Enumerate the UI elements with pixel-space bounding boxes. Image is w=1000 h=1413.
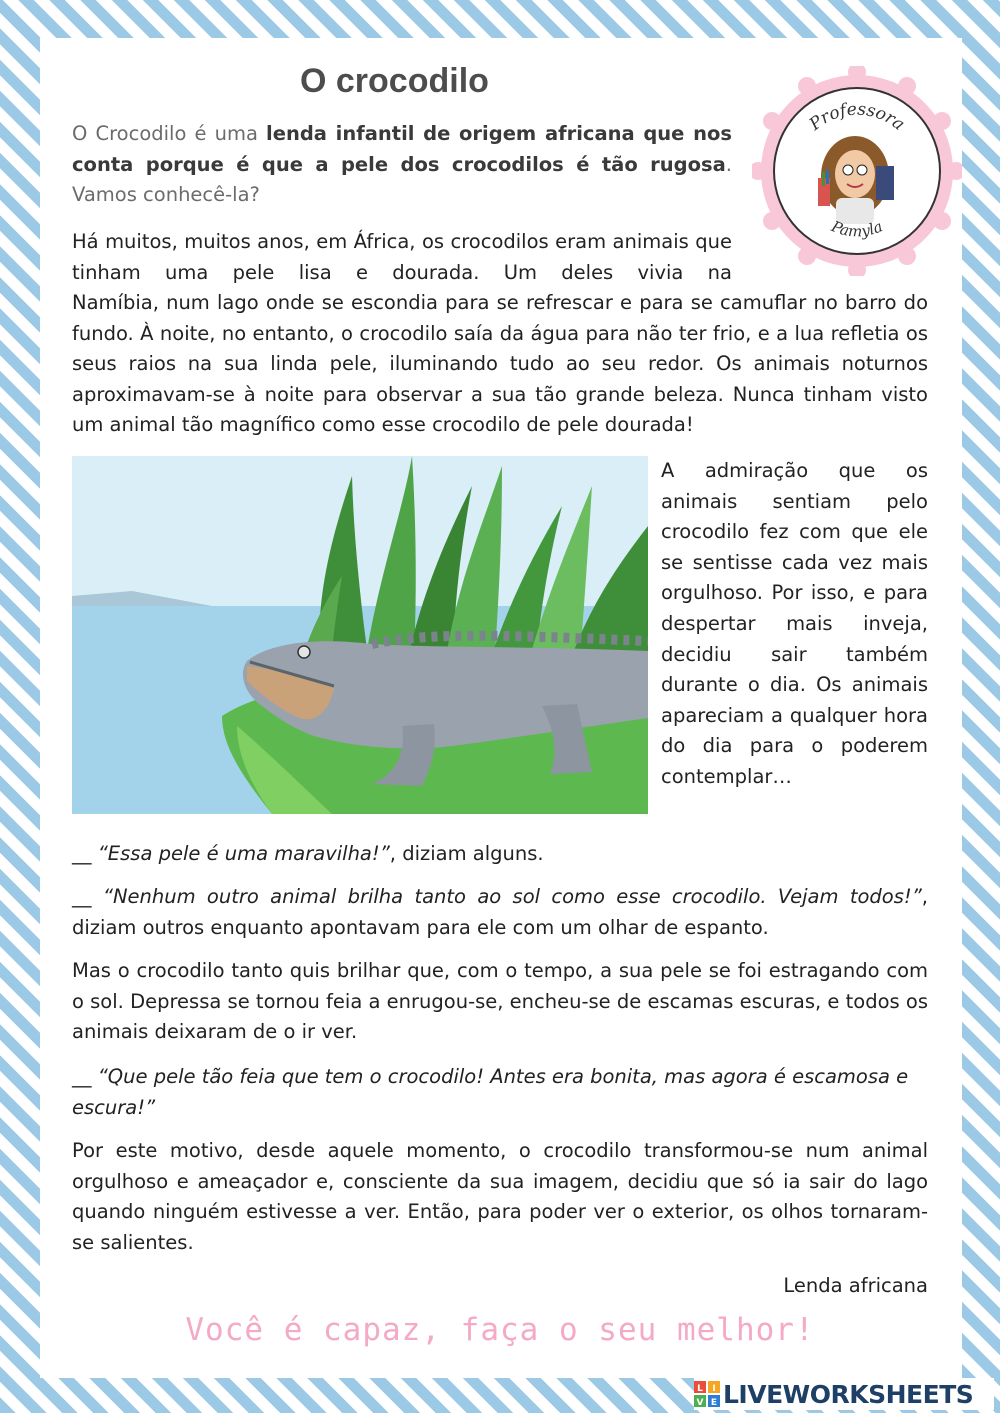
dialogue-line-2: __ “Nenhum outro animal brilha tanto ao sol como esse crocodilo. Vejam todos!”, diziam outros enquanto apontavam para ele com um olhar de espanto. xyxy=(72,885,928,939)
crocodile-illustration xyxy=(72,456,648,814)
dialogue-line-1: __ “Essa pele é uma maravilha!”, diziam alguns. xyxy=(72,842,544,865)
teacher-badge xyxy=(752,66,962,276)
source-credit: Lenda africana xyxy=(783,1274,928,1297)
liveworksheets-icon xyxy=(694,1381,720,1407)
dialogue-line-3: __ “Que pele tão feia que tem o crocodilo! Antes era bonita, mas agora é escamosa e escura!” xyxy=(72,1065,909,1119)
svg-text:L: L xyxy=(697,1384,703,1394)
liveworksheets-logo[interactable] xyxy=(694,1378,994,1410)
motivational-motto: Você é capaz, faça o seu melhor! xyxy=(185,1312,815,1348)
page-title: O crocodilo xyxy=(300,62,489,100)
paragraph-2: A admiração que os animais sentiam pelo crocodilo fez com que ele se sentisse cada vez mais orgulhoso. Por isso, e para despertar mais inveja, decidiu sair também durante o dia. Os animais apareciam a qualquer hora do dia para o poderem contemplar… xyxy=(661,459,928,788)
svg-text:V: V xyxy=(696,1398,704,1407)
paragraph-1-end: Namíbia, num lago onde se escondia para se refrescar e para se camuflar no barro do fundo. À noite, no entanto, o crocodilo saía da água para não ter frio, e a lua refletia os seus raios na sua linda pele, iluminando tudo ao seu redor. Os animais noturnos aproximavam-se à noite para observar a sua tão grande beleza. Nunca tinham visto um animal tão magnífico como esse crocodilo de pele dourada! xyxy=(72,291,928,437)
paragraph-4: Por este motivo, desde aquele momento, o crocodilo transformou-se num animal orgulhoso e ameaçador e, consciente da sua imagem, decidiu que só ia sair do lago quando ninguém estivesse a ver. Então, para poder ver o exterior, os olhos tornaram-se salientes. xyxy=(72,1139,928,1254)
badge-bottom-text: Pamyla xyxy=(828,217,886,241)
badge-top-text: Professora xyxy=(805,99,909,135)
paragraph-3: Mas o crocodilo tanto quis brilhar que, com o tempo, a sua pele se foi estragando com o sol. Depressa se tornou feia a enrugou-se, encheu-se de escamas escuras, e todos os animais deixaram de o ir ver. xyxy=(72,959,928,1044)
svg-text:I: I xyxy=(712,1384,716,1394)
intro-paragraph: O Crocodilo é uma lenda infantil de origem africana que nos conta porque é que a pele dos crocodilos é tão rugosa. Vamos conhecê-la? xyxy=(72,122,733,207)
liveworksheets-wordmark: LIVEWORKSHEETS xyxy=(723,1379,974,1409)
svg-text:E: E xyxy=(710,1398,718,1407)
paragraph-1-start: Há muitos, muitos anos, em África, os crocodilos eram animais que tinham uma pele lisa e dourada. Um deles vivia na xyxy=(72,230,732,284)
